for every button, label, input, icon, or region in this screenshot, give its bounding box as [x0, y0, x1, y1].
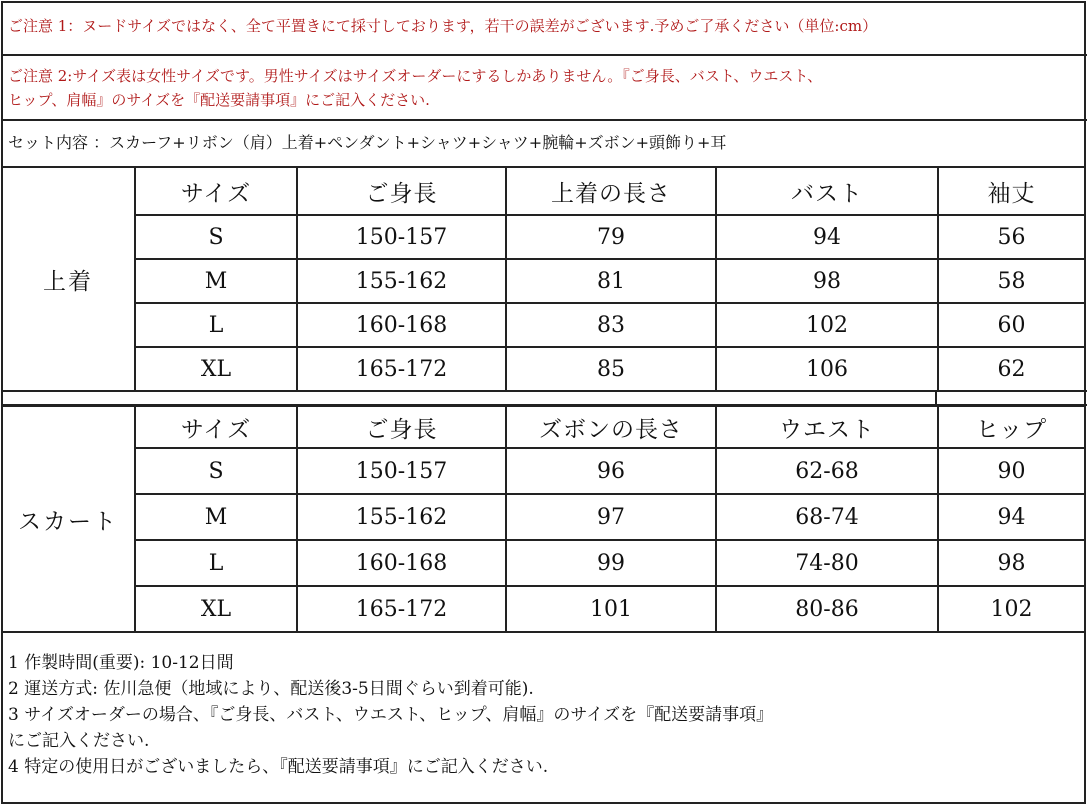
cell-length: 97: [506, 494, 716, 540]
table-separator: [2, 390, 1087, 406]
cell-size: M: [135, 259, 297, 303]
footer-line-5: 4 特定の使用日がございましたら、『配送要請事項』にご記入ください.: [8, 757, 549, 777]
header-jacket-length: 上着の長さ: [506, 167, 716, 215]
cell-size: XL: [135, 586, 297, 632]
cell-height: 150-157: [297, 448, 506, 494]
skirt-size-table: [2, 405, 1086, 633]
table-row: [2, 494, 1085, 540]
cell-waist: 68-74: [716, 494, 938, 540]
table-row: [2, 448, 1085, 494]
table-row: [2, 259, 1085, 303]
header-pants-length: ズボンの長さ: [506, 406, 716, 448]
cell-length: 101: [506, 586, 716, 632]
cell-sleeve: 60: [938, 303, 1085, 347]
cell-waist: 62-68: [716, 448, 938, 494]
header-waist: ウエスト: [716, 406, 938, 448]
cell-hip: 98: [938, 540, 1085, 586]
jacket-size-table: [2, 166, 1086, 392]
note-2-line-1: ご注意 2:サイズ表は女性サイズです。男性サイズはサイズオーダーにするしかありません。『ご身長、バスト、ウエスト、: [8, 67, 823, 85]
cell-sleeve: 58: [938, 259, 1085, 303]
footer-line-4: にご記入ください.: [8, 731, 150, 751]
cell-bust: 98: [716, 259, 938, 303]
cell-waist: 80-86: [716, 586, 938, 632]
cell-length: 83: [506, 303, 716, 347]
cell-height: 160-168: [297, 540, 506, 586]
table-row: [2, 540, 1085, 586]
group-label-skirt: スカート: [2, 406, 135, 632]
table-row: [2, 215, 1085, 259]
cell-length: 79: [506, 215, 716, 259]
cell-size: L: [135, 540, 297, 586]
cell-sleeve: 62: [938, 347, 1085, 391]
group-label-jacket: 上着: [2, 167, 135, 391]
cell-height: 155-162: [297, 259, 506, 303]
footer-line-2: 2 運送方式: 佐川急便（地域により、配送後3-5日間ぐらい到着可能).: [8, 679, 534, 699]
table-row: [2, 347, 1085, 391]
divider: [2, 54, 1087, 56]
cell-size: L: [135, 303, 297, 347]
footer-line-1: 1 作製時間(重要): 10-12日間: [8, 653, 234, 673]
header-height: ご身長: [297, 167, 506, 215]
cell-length: 96: [506, 448, 716, 494]
header-height: ご身長: [297, 406, 506, 448]
cell-waist: 74-80: [716, 540, 938, 586]
cell-length: 85: [506, 347, 716, 391]
cell-size: XL: [135, 347, 297, 391]
header-size: サイズ: [135, 167, 297, 215]
cell-size: S: [135, 215, 297, 259]
header-sleeve: 袖丈: [938, 167, 1085, 215]
header-hip: ヒップ: [938, 406, 1085, 448]
table-header-row: [2, 167, 1085, 215]
divider: [2, 119, 1087, 121]
cell-height: 155-162: [297, 494, 506, 540]
cell-height: 165-172: [297, 586, 506, 632]
note-1: ご注意 1：ヌードサイズではなく、全て平置きにて採寸しております，若干の誤差がございます.予めご了承ください（単位:cm）: [8, 17, 878, 35]
cell-size: M: [135, 494, 297, 540]
cell-size: S: [135, 448, 297, 494]
cell-bust: 106: [716, 347, 938, 391]
cell-hip: 90: [938, 448, 1085, 494]
footer-line-3: 3 サイズオーダーの場合、『ご身長、バスト、ウエスト、ヒップ、肩幅』のサイズを『配送要請事項』: [8, 705, 774, 725]
cell-length: 81: [506, 259, 716, 303]
cell-hip: 94: [938, 494, 1085, 540]
table-row: [2, 586, 1085, 632]
cell-height: 165-172: [297, 347, 506, 391]
table-row: [2, 303, 1085, 347]
cell-height: 150-157: [297, 215, 506, 259]
footer-notes: [2, 650, 1087, 780]
cell-sleeve: 56: [938, 215, 1085, 259]
cell-hip: 102: [938, 586, 1085, 632]
header-size: サイズ: [135, 406, 297, 448]
cell-bust: 102: [716, 303, 938, 347]
cell-height: 160-168: [297, 303, 506, 347]
cell-length: 99: [506, 540, 716, 586]
table-header-row: [2, 406, 1085, 448]
cell-bust: 94: [716, 215, 938, 259]
set-contents: セット内容 ：スカーフ+リボン（肩）上着+ペンダント+シャツ+シャツ+腕輪+ズボン+頭飾り+耳: [8, 133, 727, 152]
header-bust: バスト: [716, 167, 938, 215]
note-2-line-2: ヒップ、肩幅』のサイズを『配送要請事項』にご記入ください.: [8, 91, 430, 109]
